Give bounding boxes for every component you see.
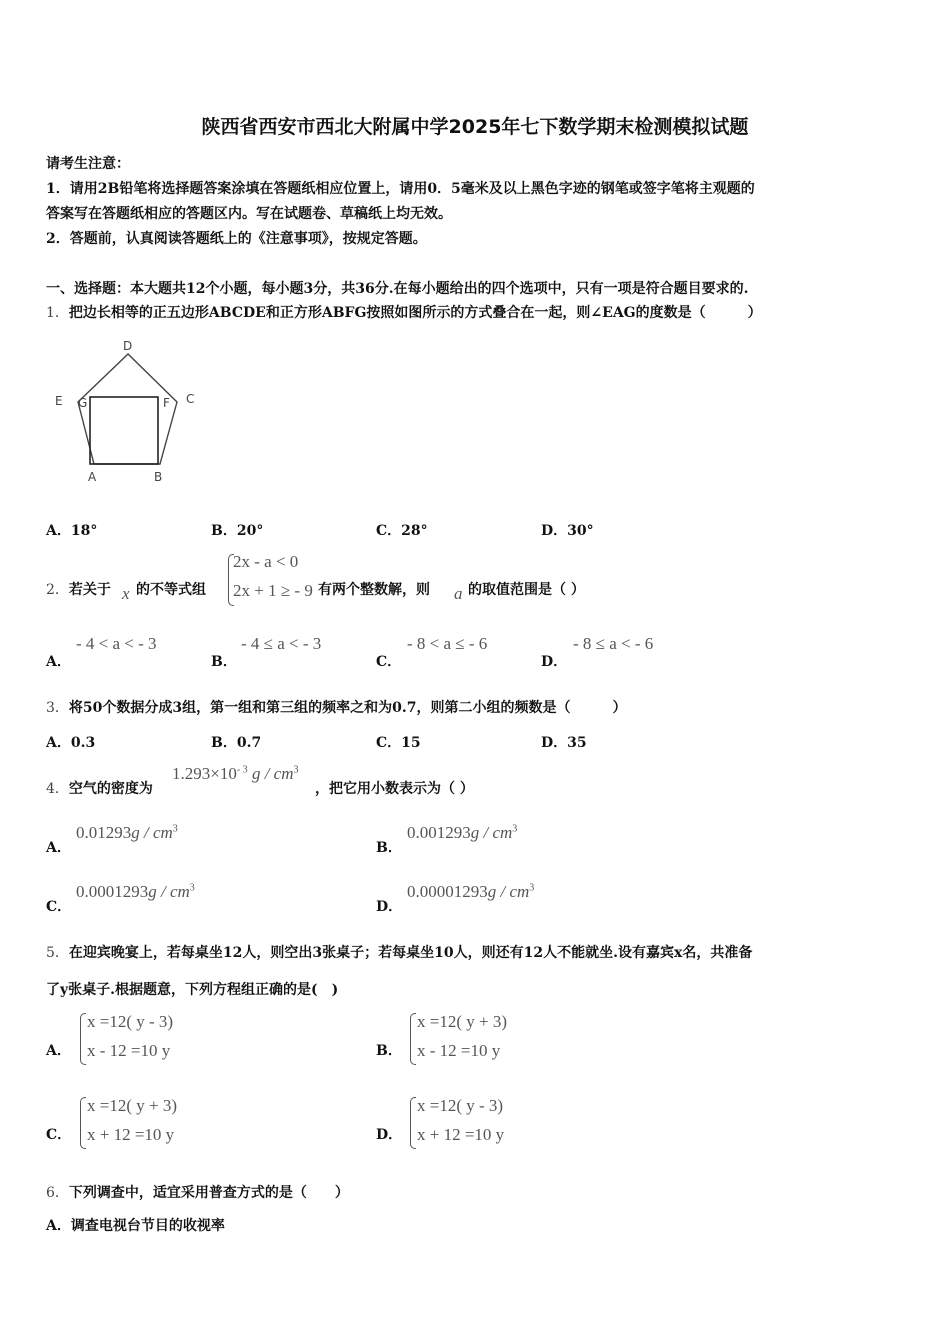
- q2-option-c[interactable]: - 8 < a ≤ - 6: [407, 634, 488, 653]
- label-b: B: [154, 470, 163, 484]
- q5-option-c-label[interactable]: C．: [46, 1127, 72, 1143]
- question-number: 1．: [46, 305, 69, 321]
- question-number: 6．: [46, 1185, 69, 1201]
- q4-option-b-label[interactable]: B．: [376, 840, 402, 856]
- q5-option-d-label[interactable]: D．: [376, 1127, 403, 1143]
- q5-option-a-eq2[interactable]: x - 12 =10 y: [87, 1041, 171, 1060]
- page-title: 陕西省西安市西北大附属中学2025年七下数学期末检测模拟试题: [201, 116, 749, 138]
- q2-text-c: 有两个整数解，则: [318, 582, 430, 598]
- notice-line-2: 2．答题前，认真阅读答题纸上的《注意事项》，按规定答题。: [46, 231, 427, 247]
- q1-option-d[interactable]: D．30°: [541, 523, 594, 539]
- question-3: 3．将50个数据分成3组，第一组和第三组的频率之和为0.7，则第二小组的频数是（ ）: [46, 700, 627, 716]
- question-4: 4．空气的密度为: [46, 781, 153, 797]
- q5-option-b-eq1[interactable]: x =12( y + 3): [417, 1012, 507, 1031]
- square-shape: [90, 397, 158, 464]
- q1-option-b[interactable]: B．20°: [211, 523, 264, 539]
- label-a: A: [88, 470, 97, 484]
- q5-option-c-brace: [80, 1097, 86, 1149]
- q5-option-a-brace: [80, 1013, 86, 1065]
- q4-option-c[interactable]: $0.0001293g / cm^3$: [76, 882, 195, 901]
- q5-option-c-eq2[interactable]: x + 12 =10 y: [87, 1125, 175, 1144]
- q2-inequality-2: 2x + 1 ≥ - 9: [233, 581, 313, 600]
- notice-heading: 请考生注意：: [46, 156, 130, 172]
- q4-option-b[interactable]: $0.001293g / cm^3$: [407, 823, 518, 842]
- q1-option-a[interactable]: A．18°: [46, 523, 98, 539]
- q1-option-c[interactable]: C．28°: [376, 523, 428, 539]
- question-number: 2．: [46, 582, 69, 598]
- q5-option-a-label[interactable]: A．: [46, 1043, 71, 1059]
- q3-option-d[interactable]: D．35: [541, 735, 587, 751]
- label-d: D: [123, 339, 133, 353]
- label-e: E: [55, 394, 63, 408]
- q3-option-b[interactable]: B．0.7: [211, 735, 262, 751]
- q6-option-a[interactable]: A．调查电视台节目的收视率: [46, 1218, 225, 1234]
- label-f: F: [163, 396, 170, 410]
- q4-text-b: ，把它用小数表示为（ ）: [315, 781, 474, 797]
- q2-option-d[interactable]: - 8 ≤ a < - 6: [573, 634, 654, 653]
- question-5-line-2: 了y张桌子.根据题意，下列方程组正确的是( ): [46, 982, 339, 998]
- notice-line-1b: 答案写在答题纸相应的答题区内。写在试题卷、草稿纸上均无效。: [46, 206, 452, 222]
- q2-text-b: 的不等式组: [136, 582, 206, 598]
- q2-option-b-label[interactable]: B．: [211, 654, 237, 670]
- q2-option-b[interactable]: - 4 ≤ a < - 3: [241, 634, 322, 653]
- q5-option-b-label[interactable]: B．: [376, 1043, 402, 1059]
- label-g: G: [78, 396, 88, 410]
- question-6: 6．下列调查中，适宜采用普查方式的是（ ）: [46, 1185, 349, 1201]
- var-x: x: [122, 584, 130, 603]
- question-number: 4．: [46, 781, 69, 797]
- notice-line-1a: 1．请用2B铅笔将选择题答案涂填在答题纸相应位置上，请用0．5毫米及以上黑色字迹的钢笔或签字笔将主观题的: [46, 181, 755, 197]
- question-1: [46, 302, 762, 322]
- q4-option-d[interactable]: $0.00001293g / cm^3$: [407, 882, 535, 901]
- q5-option-d-eq2[interactable]: x + 12 =10 y: [417, 1125, 505, 1144]
- q2-option-a-label[interactable]: A．: [46, 654, 71, 670]
- q5-option-b-brace: [410, 1013, 416, 1065]
- q2-option-d-label[interactable]: D．: [541, 654, 568, 670]
- question-number: 5．: [46, 945, 69, 961]
- q5-option-d-brace: [410, 1097, 416, 1149]
- q4-option-c-label[interactable]: C．: [46, 899, 72, 915]
- question-2: 2．若关于: [46, 582, 111, 598]
- question-5: 5．在迎宾晚宴上，若每桌坐12人，则空出3张桌子；若每桌坐10人，则还有12人不能就坐.设有嘉宾x名，共准备: [46, 945, 753, 961]
- q4-option-d-label[interactable]: D．: [376, 899, 403, 915]
- q4-option-a[interactable]: $0.01293g / cm^3$: [76, 823, 178, 842]
- pentagon-square-figure: [50, 335, 210, 485]
- q5-option-b-eq2[interactable]: x - 12 =10 y: [417, 1041, 501, 1060]
- q2-option-a[interactable]: - 4 < a < - 3: [76, 634, 157, 653]
- q5-option-c-eq1[interactable]: x =12( y + 3): [87, 1096, 177, 1115]
- var-a: a: [454, 584, 463, 603]
- q3-option-c[interactable]: C．15: [376, 735, 421, 751]
- q2-text-d: 的取值范围是（ ）: [468, 582, 585, 598]
- question-text: 把边长相等的正五边形ABCDE和正方形ABFG按照如图所示的方式叠合在一起，则∠EAG的度数是（ ）: [68, 305, 762, 321]
- q2-option-c-label[interactable]: C．: [376, 654, 402, 670]
- section-heading: 一、选择题：本大题共12个小题，每小题3分，共36分.在每小题给出的四个选项中，只有一项是符合题目要求的.: [46, 281, 749, 297]
- q2-inequality-1: 2x - a < 0: [233, 552, 299, 571]
- label-c: C: [186, 392, 195, 406]
- q3-option-a[interactable]: A．0.3: [46, 735, 96, 751]
- q4-option-a-label[interactable]: A．: [46, 840, 71, 856]
- q4-density-expression: $1.293\times 10^{- 3}$ g / $cm^3$: [172, 764, 299, 783]
- q5-option-d-eq1[interactable]: x =12( y - 3): [417, 1096, 504, 1115]
- q5-option-a-eq1[interactable]: x =12( y - 3): [87, 1012, 174, 1031]
- question-number: 3．: [46, 700, 69, 716]
